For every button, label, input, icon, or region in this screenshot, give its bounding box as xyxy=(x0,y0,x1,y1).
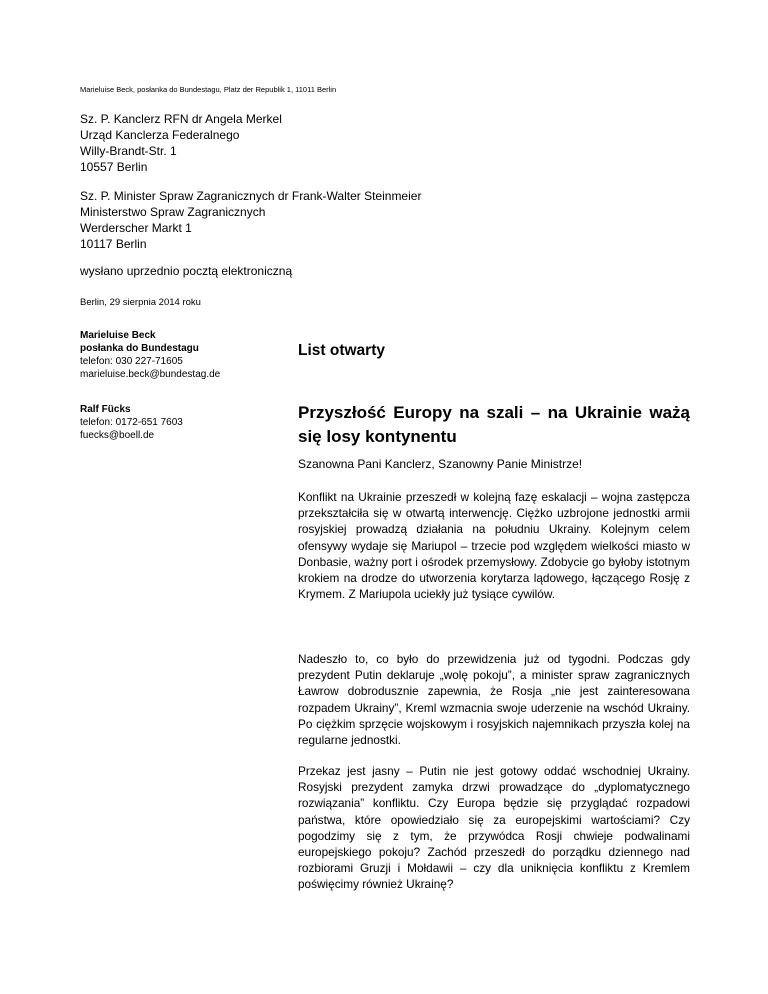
contact-email: fuecks@boell.de xyxy=(80,430,155,441)
recipient-line: Werderscher Markt 1 xyxy=(80,221,192,235)
letter-date: Berlin, 29 sierpnia 2014 roku xyxy=(80,297,201,308)
body-paragraph: Przekaz jest jasny – Putin nie jest gotowy oddać wschodniej Ukrainy. Rosyjski prezydent zamyka drzwi prowadzące do „dyplomatycznego rozwiązania” konfliktu. Czy Europa będzie się przyglądać rozpadowi państwa, które opowiedziało się za europejskimi wartościami? Czy pogodzimy się z tym, że przywódca Rosji chwieje podwalinami europejskiego pokoju? Zachód przeszedł do porządku dziennego nad rozbiorami Gruzji i Mołdawii – czy dla uniknięcia konfliktu z Kremlem poświęcimy również Ukrainę? xyxy=(298,764,690,892)
contact-phone: telefon: 030 227-71605 xyxy=(80,356,183,367)
recipient-line: Sz. P. Minister Spraw Zagranicznych dr Frank-Walter Steinmeier xyxy=(80,189,422,203)
body-paragraph: Nadeszło to, co było do przewidzenia już od tygodni. Podczas gdy prezydent Putin deklaruje „wolę pokoju”, a minister spraw zagranicznych Ławrow dobrodusznie zapewnia, że Rosja „nie jest zainteresowana rozpadem Ukrainy”, Kreml wzmacnia swoje uderzenie na wschód Ukrainy. Po ciężkim sprzęcie wojskowym i rosyjskich najemnikach przyszła kolej na regularne jednostki. xyxy=(298,652,690,748)
recipient-line: Willy-Brandt-Str. 1 xyxy=(80,144,177,158)
letter-headline: Przyszłość Europy na szali – na Ukrainie ważą się losy kontynentu xyxy=(298,403,690,446)
recipient-line: 10117 Berlin xyxy=(80,237,147,251)
contact-name: Marieluise Beck xyxy=(80,330,156,341)
recipient-line: Urząd Kanclerza Federalnego xyxy=(80,128,240,142)
recipient-line: Sz. P. Kanclerz RFN dr Angela Merkel xyxy=(80,112,282,126)
contact-block-fuecks xyxy=(80,403,183,442)
email-note: wysłano uprzednio pocztą elektroniczną xyxy=(80,264,293,278)
recipient-address-merkel xyxy=(80,111,282,175)
contact-role: posłanka do Bundestagu xyxy=(80,343,199,354)
contact-block-beck xyxy=(80,329,220,381)
contact-email: marieluise.beck@bundestag.de xyxy=(80,369,221,380)
sender-line: Marieluise Beck, posłanka do Bundestagu, Platz der Republik 1, 11011 Berlin xyxy=(80,85,337,94)
contact-phone: telefon: 0172-651 7603 xyxy=(80,417,183,428)
salutation: Szanowna Pani Kanclerz, Szanowny Panie Ministrze! xyxy=(298,457,583,471)
recipient-address-steinmeier xyxy=(80,188,421,252)
letter-title: List otwarty xyxy=(298,342,385,359)
body-paragraph: Konflikt na Ukrainie przeszedł w kolejną fazę eskalacji – wojna zastępcza przekształciła się w otwartą interwencję. Ciężko uzbrojone jednostki armii rosyjskiej prowadzą działania na południu Ukrainy. Kolejnym celem ofensywy wydaje się Mariupol – trzecie pod względem wielkości miasto w Donbasie, ważny port i ośrodek przemysłowy. Zdobycie go byłoby istotnym krokiem na drodze do utworzenia korytarza lądowego, łączącego Rosję z Krymem. Z Mariupola uciekły już tysiące cywilów. xyxy=(298,490,690,602)
recipient-line: 10557 Berlin xyxy=(80,160,148,174)
contact-name: Ralf Fücks xyxy=(80,404,131,415)
recipient-line: Ministerstwo Spraw Zagranicznych xyxy=(80,205,266,219)
